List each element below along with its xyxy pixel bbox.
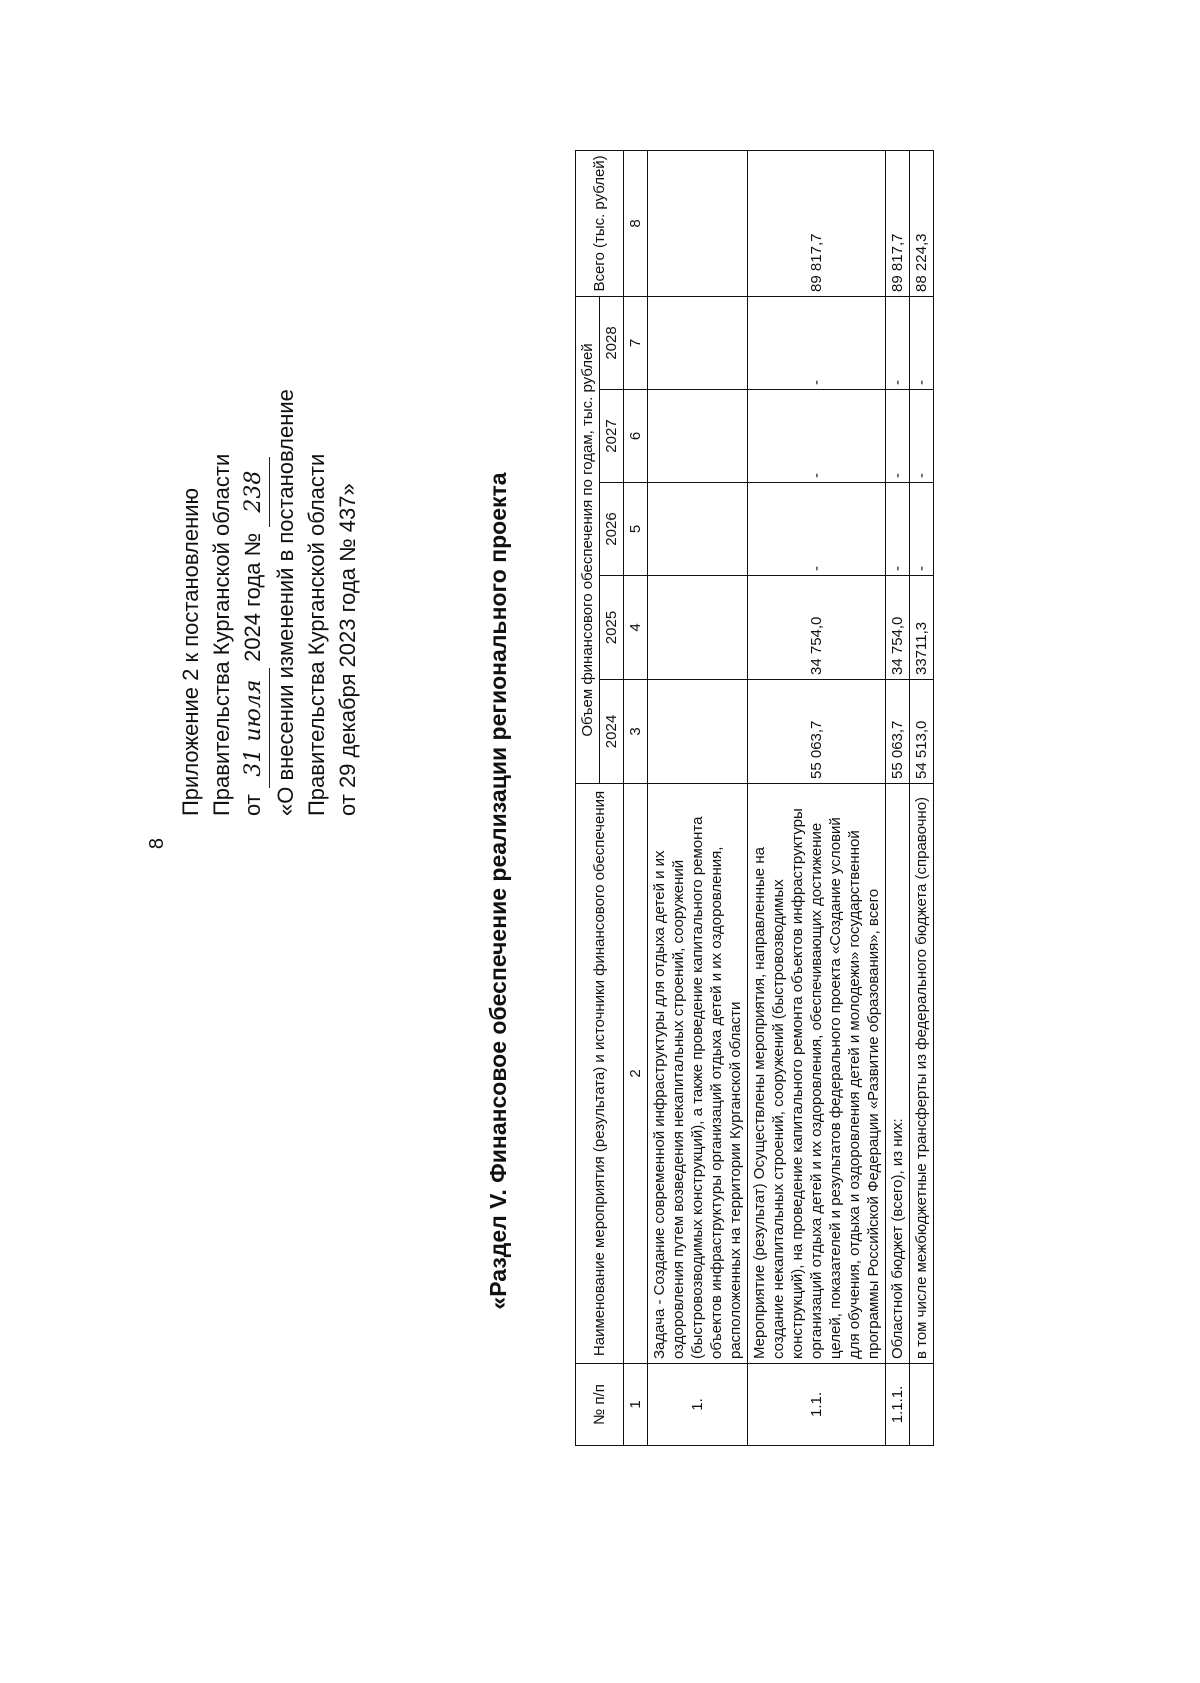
row-number: 1.1.1.: [886, 1364, 910, 1446]
row-value: [648, 296, 748, 389]
column-number: 6: [624, 390, 648, 483]
header-volume: Объем финансового обеспечения по годам, тыс. рублей: [576, 296, 600, 783]
header-total: Всего (тыс. рублей): [576, 150, 624, 296]
appendix-date-prefix: от: [240, 794, 265, 816]
header-year: 2027: [600, 390, 624, 483]
table-row: [910, 150, 934, 1445]
appendix-line-2: Правительства Курганской области: [209, 453, 234, 816]
column-number-row: [624, 150, 648, 1445]
column-number: 7: [624, 296, 648, 389]
header-num: № п/п: [576, 1364, 624, 1446]
appendix-line-6: от 29 декабря 2023 года № 437»: [335, 483, 360, 816]
header-name: Наименование мероприятия (результата) и источники финансового обеспечения: [576, 784, 624, 1364]
column-number: 1: [624, 1364, 648, 1446]
row-name: Задача - Создание современной инфраструктуры для отдыха детей и их оздоровления путем возведения некапитальных строений, сооружений (быстровозводимых конструкций), а также проведение капитального ремонта объектов инфраструктуры организаций отдыха детей и их оздоровления, расположенных на территории Курганской области: [648, 784, 748, 1364]
row-name: в том числе межбюджетные трансферты из федерального бюджета (справочно): [910, 784, 934, 1364]
table-row: [748, 150, 886, 1445]
appendix-line-1: Приложение 2 к постановлению: [178, 487, 203, 816]
column-number: 8: [624, 150, 648, 296]
rotated-page-content: [80, 61, 1120, 1621]
row-value: [648, 390, 748, 483]
appendix-line-3: [237, 96, 270, 816]
column-number: 4: [624, 576, 648, 680]
row-value: -: [910, 390, 934, 483]
row-value: 34 754,0: [886, 576, 910, 680]
row-number: 1.1.: [748, 1364, 886, 1446]
row-name: Мероприятие (результат) Осуществлены мероприятия, направленные на создание некапитальных строений, сооружений (быстровозводимых конструкций), на проведение капитального ремонта объектов инфраструктуры организаций отдыха детей и их оздоровления, обеспечивающих достижение целей, показателей и результатов федерального проекта «Создание условий для обучения, отдыха и оздоровления детей и молодежи» государственной программы Российской Федерации «Развитие образования», всего: [748, 784, 886, 1364]
funding-table: [575, 150, 934, 1446]
row-total: 88 224,3: [910, 150, 934, 296]
row-number: [910, 1364, 934, 1446]
appendix-year: 2024 года №: [240, 532, 265, 662]
appendix-line-5: Правительства Курганской области: [304, 453, 329, 816]
appendix-line-4: «О внесении изменений в постановление: [273, 389, 298, 816]
row-value: -: [748, 296, 886, 389]
row-value: -: [886, 390, 910, 483]
column-number: 3: [624, 680, 648, 784]
row-name: Областной бюджет (всего), из них:: [886, 784, 910, 1364]
page-number: 8: [146, 837, 169, 850]
table-row: [648, 150, 748, 1445]
row-number: 1.: [648, 1364, 748, 1446]
row-value: 55 063,7: [748, 680, 886, 784]
header-year: 2028: [600, 296, 624, 389]
row-total: 89 817,7: [748, 150, 886, 296]
row-value: -: [910, 296, 934, 389]
row-total: [648, 150, 748, 296]
section-title: «Раздел V. Финансовое обеспечение реализации регионального проекта: [485, 472, 511, 1310]
handwritten-date: 31 июля: [238, 668, 270, 788]
row-value: -: [886, 296, 910, 389]
appendix-header: [175, 96, 363, 816]
table-row: [886, 150, 910, 1445]
row-value: 33711,3: [910, 576, 934, 680]
row-value: -: [886, 483, 910, 576]
row-value: -: [748, 483, 886, 576]
row-value: [648, 576, 748, 680]
row-value: -: [910, 483, 934, 576]
row-value: 34 754,0: [748, 576, 886, 680]
row-total: 89 817,7: [886, 150, 910, 296]
column-number: 5: [624, 483, 648, 576]
row-value: -: [748, 390, 886, 483]
row-value: 55 063,7: [886, 680, 910, 784]
column-number: 2: [624, 784, 648, 1364]
row-value: [648, 680, 748, 784]
row-value: [648, 483, 748, 576]
header-year: 2024: [600, 680, 624, 784]
header-year: 2026: [600, 483, 624, 576]
header-year: 2025: [600, 576, 624, 680]
row-value: 54 513,0: [910, 680, 934, 784]
table-header-row: [576, 150, 600, 1445]
handwritten-number: 238: [238, 457, 270, 527]
